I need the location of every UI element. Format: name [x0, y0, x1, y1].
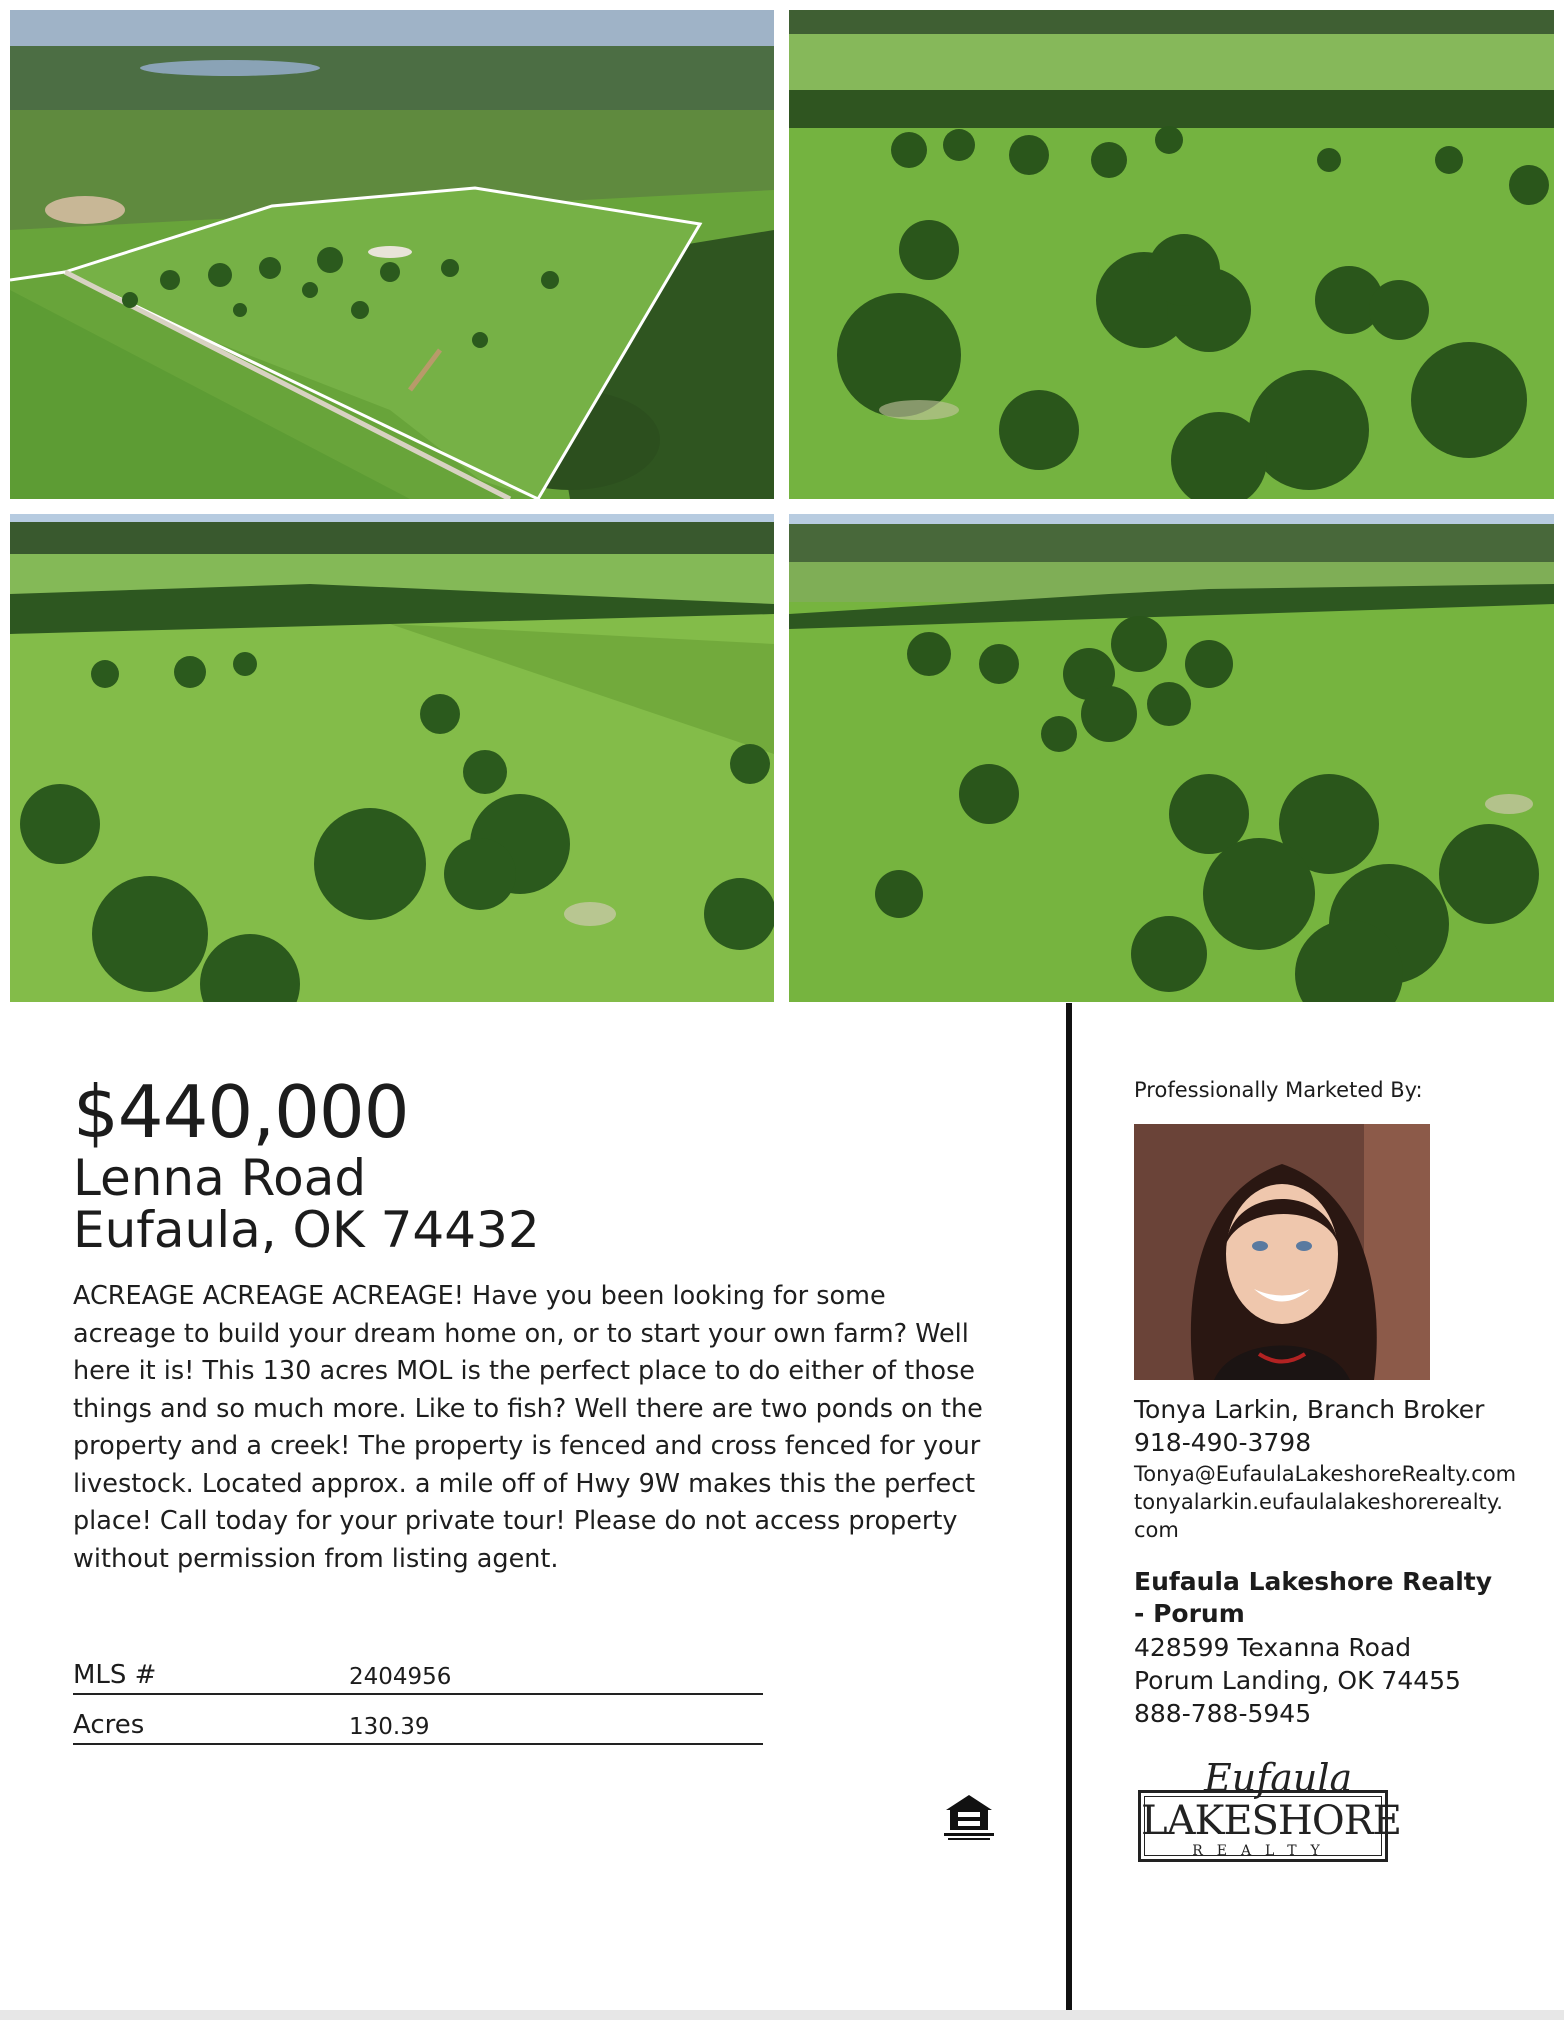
fact-label: Acres — [73, 1710, 145, 1740]
office-street: 428599 Texanna Road — [1134, 1633, 1412, 1662]
office-name: Eufaula Lakeshore Realty - Porum — [1134, 1567, 1493, 1628]
fact-value: 130.39 — [349, 1714, 430, 1740]
office-city: Porum Landing, OK 74455 — [1134, 1666, 1461, 1695]
agent-name: Tonya Larkin, Branch Broker — [1134, 1395, 1485, 1424]
agent-website[interactable]: tonyalarkin.eufaulalakeshorerealty.com — [1134, 1490, 1503, 1542]
office-phone[interactable]: 888-788-5945 — [1134, 1699, 1312, 1728]
logo-sub-text: REALTY — [1192, 1843, 1334, 1859]
agent-email[interactable]: Tonya@EufaulaLakeshoreRealty.com — [1134, 1462, 1517, 1486]
marketed-by-label: Professionally Marketed By: — [1134, 1078, 1423, 1102]
brokerage-logo — [1134, 1756, 1401, 1868]
logo-frame — [1138, 1790, 1401, 1862]
aerial-pasture-photo — [10, 514, 774, 1002]
column-divider — [1066, 1003, 1072, 2010]
aerial-trees-photo — [789, 10, 1554, 499]
agent-phone[interactable]: 918-490-3798 — [1134, 1428, 1312, 1457]
address-city: Eufaula, OK 74432 — [73, 1201, 540, 1259]
agent-photo — [1134, 1124, 1430, 1380]
logo-script-text: Eufaula — [1204, 1756, 1353, 1800]
fact-row-mls — [73, 1645, 763, 1695]
listing-price: $440,000 — [73, 1070, 409, 1154]
aerial-parcel-photo — [10, 10, 774, 499]
fact-row-acres — [73, 1695, 763, 1745]
listing-description: ACREAGE ACREAGE ACREAGE! Have you been looking for some acreage to build your dream home on, or to start your own farm? Well here it is! This 130 acres MOL is the perfect place to do either of those things and so much more. Like to fish? Well there are two ponds on the property and a creek! The property is fenced and cross fenced for your livestock. Located approx. a mile off of Hwy 9W makes this the perfect place! Call today for your private tour! Please do not access property without permission from listing agent. — [73, 1281, 983, 1574]
page-bottom-edge — [0, 2010, 1564, 2020]
aerial-treeline-photo — [789, 514, 1554, 1002]
equal-housing-opportunity-icon — [942, 1792, 996, 1842]
fact-value: 2404956 — [349, 1664, 452, 1690]
fact-label: MLS # — [73, 1660, 157, 1690]
facts-table — [73, 1645, 763, 1745]
address-street: Lenna Road — [73, 1149, 367, 1207]
logo-main-text: LAKESHORE — [1141, 1798, 1401, 1844]
